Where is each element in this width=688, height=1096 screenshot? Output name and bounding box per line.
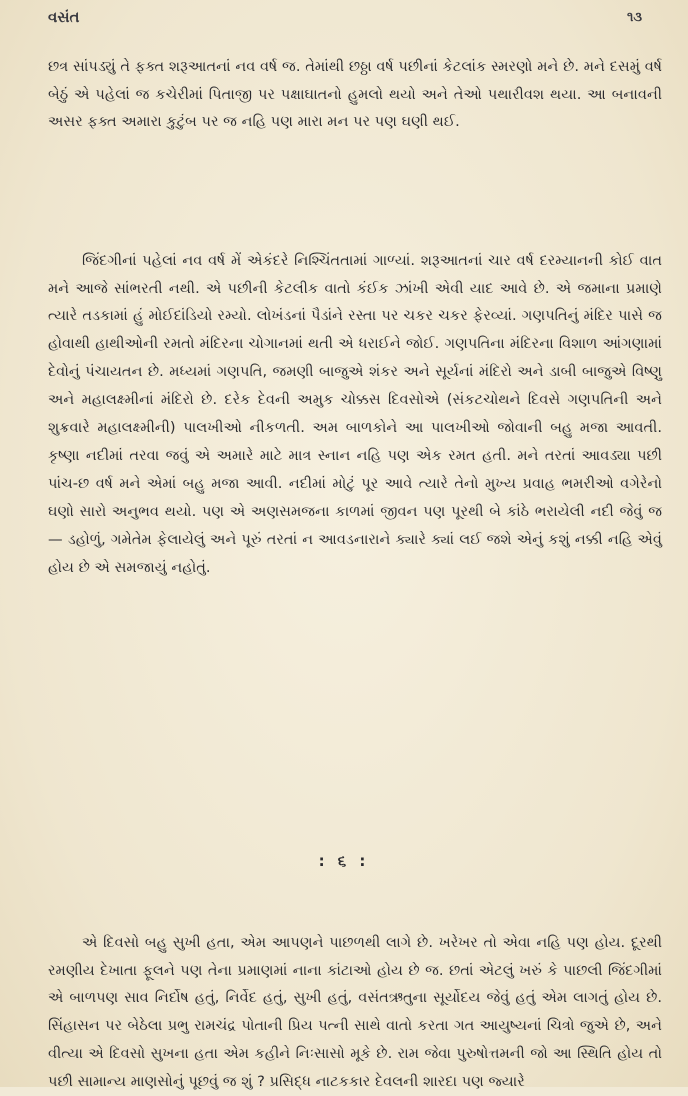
paragraph-3: એ દિવસો બહુ સુખી હતા, એમ આપણને પાછળથી લાગે છે. ખરેખર તો એવા નહિ પણ હોય. દૂરથી રમણીય દેખાતા ફૂલને પણ તેના પ્રમાણમાં નાના કાંટાઓ હોય છે જ. છતાં એટલું ખરું કે પાછલી જિંદગીમાં એ બાળપણ સાવ નિર્દોષ હતું, નિર્વેદ હતું, સુખી હતું, વસંતઋતુના સૂર્યોદય જેવું હતું એમ લાગતું હોય છે. સિંહાસન પર બેઠેલા પ્રભુ રામચંદ્ર પોતાની પ્રિય પત્ની સાથે વાતો કરતા ગત આયુષ્યનાં ચિત્રો જુએ છે, અને વીત્યા એ દિવસો સુખના હતા એમ કહીને નિઃસાસો મૂકે છે. રામ જેવા પુરુષોત્તમની જો આ સ્થિતિ હોય તો પછી સામાન્ય માણસોનું પૂછવું જ શું ? પ્રસિદ્ધ નાટકકાર દેવલની શારદા પણ જ્યારે <box>48 933 662 1091</box>
paragraph-2: જિંદગીનાં પહેલાં નવ વર્ષ મેં એકંદરે નિશ્ચિંતતામાં ગાળ્યાં. શરૂઆતનાં ચાર વર્ષ દરમ્યાનની કોઈ વાત મને આજે સાંભરતી નથી. એ પછીની કેટલીક વાતો કંઈક ઝાંખી એવી યાદ આવે છે. એ જમાના પ્રમાણે ત્યારે તડકામાં હું મોઈદાંડિયો રમ્યો. લોખંડનાં પૈડાંને રસ્તા પર ચકર ચકર ફેરવ્યાં. ગણપતિનું મંદિર પાસે જ હોવાથી હાથીઓની રમતો મંદિરના ચોગાનમાં થતી એ ધરાઈને જોઈ. ગણપતિના મંદિરના વિશાળ આંગણામાં દેવોનું પંચાયતન છે. મધ્યમાં ગણપતિ, જમણી બાજુએ શંકર અને સૂર્યનાં મંદિરો અને ડાબી બાજુએ વિષ્ણુ અને મહાલક્ષ્મીનાં મંદિરો છે. દરેક દેવની અમુક ચોક્કસ દિવસોએ (સંકટચોથને દિવસે ગણપતિની અને શુક્રવારે મહાલક્ષ્મીની) પાલખીઓ નીકળતી. અમ બાળકોને આ પાલખીઓ જોવાની બહુ મજા આવતી. કૃષ્ણા નદીમાં તરવા જવું એ અમારે માટે માત્ર સ્નાન નહિ પણ એક રમત હતી. મને તરતાં આવડ્યા પછી પાંચ-છ વર્ષ મને એમાં બહુ મજા આવી. નદીમાં મોટું પૂર આવે ત્યારે તેનો મુખ્ય પ્રવાહ ભમરીઓ વગેરેનો ઘણો સારો અનુભવ થયો. પણ એ અણસમજના કાળમાં જીવન પણ પૂરથી બે કાંઠે ભરાયેલી નદી જેવું જ — ડહોળું, ગમેતેમ ફેલાયેલું અને પૂરું તરતાં ન આવડનારાને ક્યારે ક્યાં લઈ જશે એનું કશું નક્કી નહિ એવું હોય છે એ સમજાયું નહોતું. <box>48 251 662 576</box>
running-title: વસંત <box>48 8 80 26</box>
paragraph-1: છત્ર સાંપડ્યું તે ફક્ત શરૂઆતનાં નવ વર્ષ જ. તેમાંથી છઠ્ઠા વર્ષ પછીનાં કેટલાંક સ્મરણો મને છે. મને દસમું વર્ષ બેઠું એ પહેલાં જ કચેરીમાં પિતાજી પર પક્ષાઘાતનો હુમલો થયો અને તેઓ પથારીવશ થયા. આ બનાવની અસર ફક્ત અમારા કુટુંબ પર જ નહિ પણ મારા મન પર પણ ઘણી થઈ. <box>48 57 662 131</box>
section-number: : ૬ : <box>318 852 370 870</box>
page-number: ૧૩ <box>626 10 642 25</box>
